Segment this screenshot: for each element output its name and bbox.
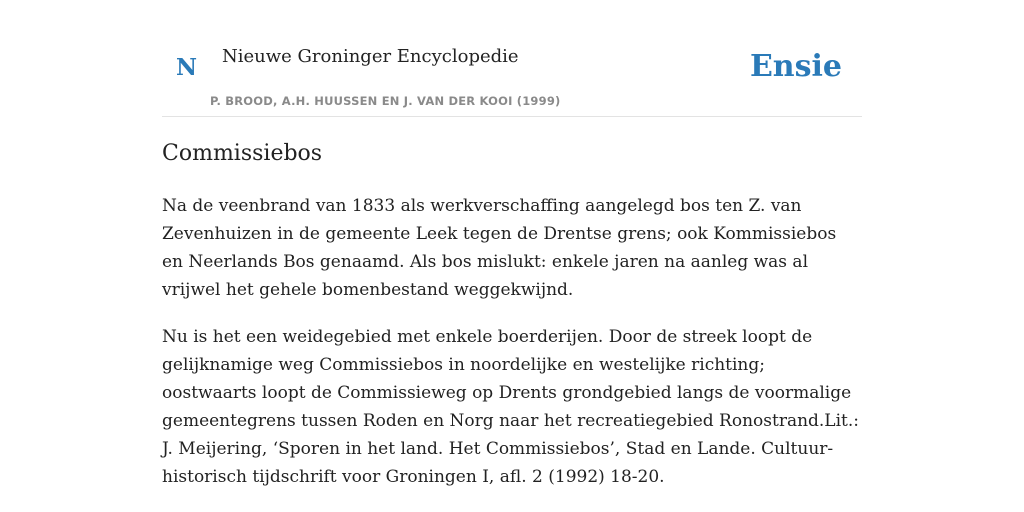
entry-content bbox=[162, 138, 862, 491]
entry-paragraph-2: Nu is het een weidegebied met enkele boerderijen. Door de streek loopt de gelijknamige weg Commissiebos in noordelijke en westelijke richting; oostwaarts loopt de Commissieweg op Drents grondgebied langs de voormalige gemeentegrens tussen Roden en Norg naar het recreatiegebied Ronostrand.Lit.: J. Meijering, ‘Sporen in het land. Het Commissiebos’, Stad en Lande. Cultuur-historisch tijdschrift voor Groningen I, afl. 2 (1992) 18-20. bbox=[162, 327, 859, 487]
source-header bbox=[162, 0, 862, 117]
book-title-link[interactable]: Nieuwe Groninger Encyclopedie bbox=[222, 46, 519, 67]
entry-paragraph-1: Na de veenbrand van 1833 als werkverschaffing aangelegd bos ten Z. van Zevenhuizen in de gemeente Leek tegen de Drentse grens; ook Kommissiebos en Neerlands Bos genaamd. Als bos mislukt: enkele jaren na aanleg was al vrijwel het gehele bomenbestand weggekwijnd. bbox=[162, 196, 837, 300]
ensie-logo[interactable]: Ensie bbox=[749, 49, 842, 84]
book-logo[interactable]: N bbox=[176, 54, 198, 81]
entry-title: Commissiebos bbox=[162, 141, 323, 166]
book-authors: P. BROOD, A.H. HUUSSEN EN J. VAN DER KOOI (1999) bbox=[210, 94, 561, 108]
